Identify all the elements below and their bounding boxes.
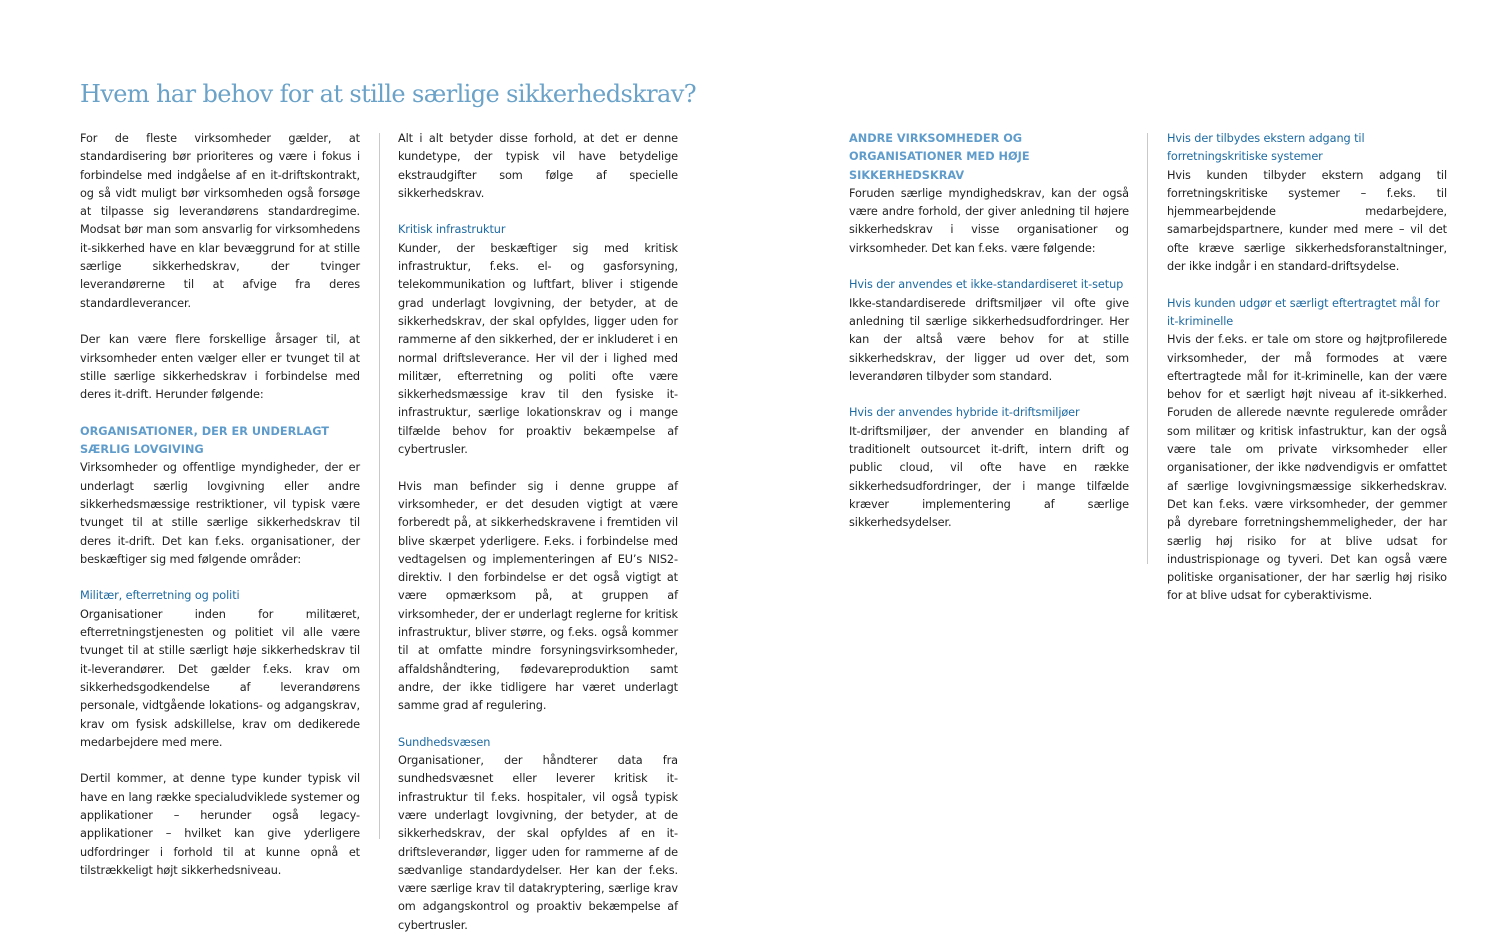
column-divider <box>379 133 380 839</box>
section-heading: ORGANISATIONER, DER ER UNDERLAGT SÆRLIG LOVGIVING <box>80 424 330 457</box>
subsection-body: Ikke-standardiserede driftsmiljøer vil ofte give anledning til særlige sikkerhedsudfordringer. Her kan der altså være behov for at stille sikkerhedskrav, der ligger ud over det, som leverandøren tilbyder som standard. <box>849 296 1129 383</box>
subsection-heading: Kritisk infrastruktur <box>398 223 506 237</box>
subsection-military <box>80 587 360 752</box>
subsection-heading: Sundhedsvæsen <box>398 735 491 749</box>
subsection-critical-infrastructure <box>398 221 678 459</box>
column-divider <box>1147 133 1148 564</box>
column-2 <box>398 130 678 935</box>
subsection-attractive-target <box>1167 295 1447 606</box>
subsection-heading: Militær, efterretning og politi <box>80 589 240 603</box>
section-body: Foruden særlige myndighedskrav, kan der også være andre forhold, der giver anledning til højere sikkerhedskrav i visse organisationer og virksomheder. Det kan f.eks. være følgende: <box>849 186 1129 255</box>
subsection-body: It-driftsmiljøer, der anvender en blanding af traditionelt outsourcet it-drift, intern drift og public cloud, vil ofte have en række sikkerhedsudfordringer, der i mange tilfælde kræver implementering af særlige sikkerhedsydelser. <box>849 424 1129 530</box>
subsection-hybrid-environments <box>849 404 1129 532</box>
section-regulated-organisations <box>80 423 360 569</box>
column-4 <box>1167 130 1447 606</box>
subsection-body: Hvis der f.eks. er tale om store og højtprofilerede virksomheder, der må formodes at være eftertragtede mål for it-kriminelle, kan der være behov for et særligt højt niveau af it-sikkerhed. Foruden de allerede nævnte regulerede områder som militær og kritisk infastruktur, kan der også være tale om private virksomheder eller organisationer, der ikke nødvendigvis er omfattet af særlige lovgivningsmæssige sikkerhedskrav. Det kan f.eks. være virksomheder, der gemmer på dyrebare forretningshemmeligheder, der har særlig høj risiko for at blive udsat for industrispionage og tyveri. Det kan også være politiske organisationer, der har særlig høj risiko for at blive udsat for cyberaktivisme. <box>1167 333 1447 603</box>
subsection-heading: Hvis der anvendes hybride it-driftsmiljøer <box>849 406 1080 420</box>
subsection-heading: Hvis der tilbydes ekstern adgang til forretningskritiske systemer <box>1167 132 1365 164</box>
section-other-organisations <box>849 130 1129 258</box>
subsection-non-standard-setup <box>849 276 1129 386</box>
subsection-body: Kunder, der beskæftiger sig med kritisk infrastruktur, f.eks. el- og gasforsyning, telekommunikation og luftfart, bliver i stigende grad underlagt lovgivning, der betyder, at de sikkerhedskrav, der skal opfyldes, ligger uden for rammerne af den sikkerhed, der er inkluderet i en normal driftsleverance. Her vil der i lighed med militær, efterretning og politi ofte være sikkerhedsmæssige krav til den fysiske it-infrastruktur, særlige lokationskrav og i mange tilfælde behov for proaktiv bekæmpelse af cybertrusler. <box>398 241 678 457</box>
section-body: Virksomheder og offentlige myndigheder, der er underlagt særlig lovgivning eller andre sikkerhedsmæssige restriktioner, vil typisk være tvunget til at stille særlige sikkerhedskrav til deres it-drift. Det kan f.eks. organisationer, der beskæftiger sig med følgende områder: <box>80 461 360 566</box>
intro-paragraph: For de fleste virksomheder gælder, at standardisering bør prioriteres og være i fokus i forbindelse med indgåelse af en it-driftskontrakt, og så vidt muligt bør virksomheden også forsøge at tilpasse sig leverandørens standardregime. Modsat bør man som ansvarlig for virksomhedens it-sikkerhed have en klar bevæggrund for at stille særlige sikkerhedskrav, der tvinger leverandørerne til at afvige fra deres standardleverancer. <box>80 132 360 310</box>
reasons-paragraph: Der kan være flere forskellige årsager til, at virksomheder enten vælger eller er tvunget til at stille særlige sikkerhedskrav i forbindelse med deres it-drift. Herunder følgende: <box>80 333 360 402</box>
summary-paragraph: Alt i alt betyder disse forhold, at det er denne kundetype, der typisk vil have betydelige ekstraudgifter som følge af specielle sikkerhedskrav. <box>398 132 678 200</box>
subsection-body: Organisationer, der håndterer data fra sundhedsvæsnet eller leverer kritisk it-infrastruktur til f.eks. hospitaler, vil også typisk være underlagt lovgivning, der betyder, at de sikkerhedskrav, der skal opfyldes af en it-driftsleverandør, ligger uden for rammerne af de sædvanlige standardydelser. Her kan der f.eks. være særlige krav til datakryptering, særlige krav om adgangskontrol og proaktiv bekæmpelse af cybertrusler. <box>398 754 678 932</box>
legacy-paragraph: Dertil kommer, at denne type kunder typisk vil have en lang række specialudviklede systemer og applikationer – herunder også legacy-applikationer – hvilket kan give yderligere udfordringer i forhold til at kunne opnå et tilstrækkeligt højt sikkerhedsniveau. <box>80 772 360 877</box>
subsection-heading: Hvis kunden udgør et særligt eftertragtet mål for it-kriminelle <box>1167 296 1440 328</box>
subsection-external-access <box>1167 130 1447 276</box>
section-heading: ANDRE VIRKSOMHEDER OG ORGANISATIONER MED HØJE SIKKERHEDSKRAV <box>849 132 1030 182</box>
column-1 <box>80 130 360 880</box>
subsection-body: Organisationer inden for militæret, efterretningstjenesten og politiet vil alle være tvunget til at stille særligt høje sikkerhedskrav til it-leverandører. Det gælder f.eks. krav om sikkerhedsgodkendelse af leverandørens personale, vidtgående lokations- og adgangskrav, krav om fysisk adskillelse, krav om dedikerede medarbejdere med mere. <box>80 607 360 749</box>
subsection-body: Hvis kunden tilbyder ekstern adgang til forretningskritiske systemer – f.eks. til hjemmearbejdende medarbejdere, samarbejdspartnere, kunder med mere – vil det ofte kræve særlige sikkerhedsforanstaltninger, der ikke indgår i en standard-driftsydelse. <box>1167 168 1447 274</box>
subsection-healthcare <box>398 734 678 935</box>
subsection-heading: Hvis der anvendes et ikke-standardiseret it-setup <box>849 278 1124 292</box>
nis2-paragraph: Hvis man befinder sig i denne gruppe af virksomheder, er det desuden vigtigt at være forberedt på, at sikkerhedskravene i fremtiden vil blive skærpet yderligere. F.eks. i forbindelse med vedtagelsen og implementeringen af EU’s NIS2-direktiv. I den forbindelse er det også vigtigt at være opmærksom på, at gruppen af virksomheder, der er underlagt reglerne for kritisk infrastruktur, bliver større, og f.eks. også kommer til at omfatte mindre forsyningsvirksomheder, affaldshåndtering, fødevareproduktion samt andre, der ikke tidligere har været underlagt samme grad af regulering. <box>398 479 678 713</box>
page-title: Hvem har behov for at stille særlige sikkerhedskrav? <box>80 80 696 108</box>
column-3 <box>849 130 1129 533</box>
